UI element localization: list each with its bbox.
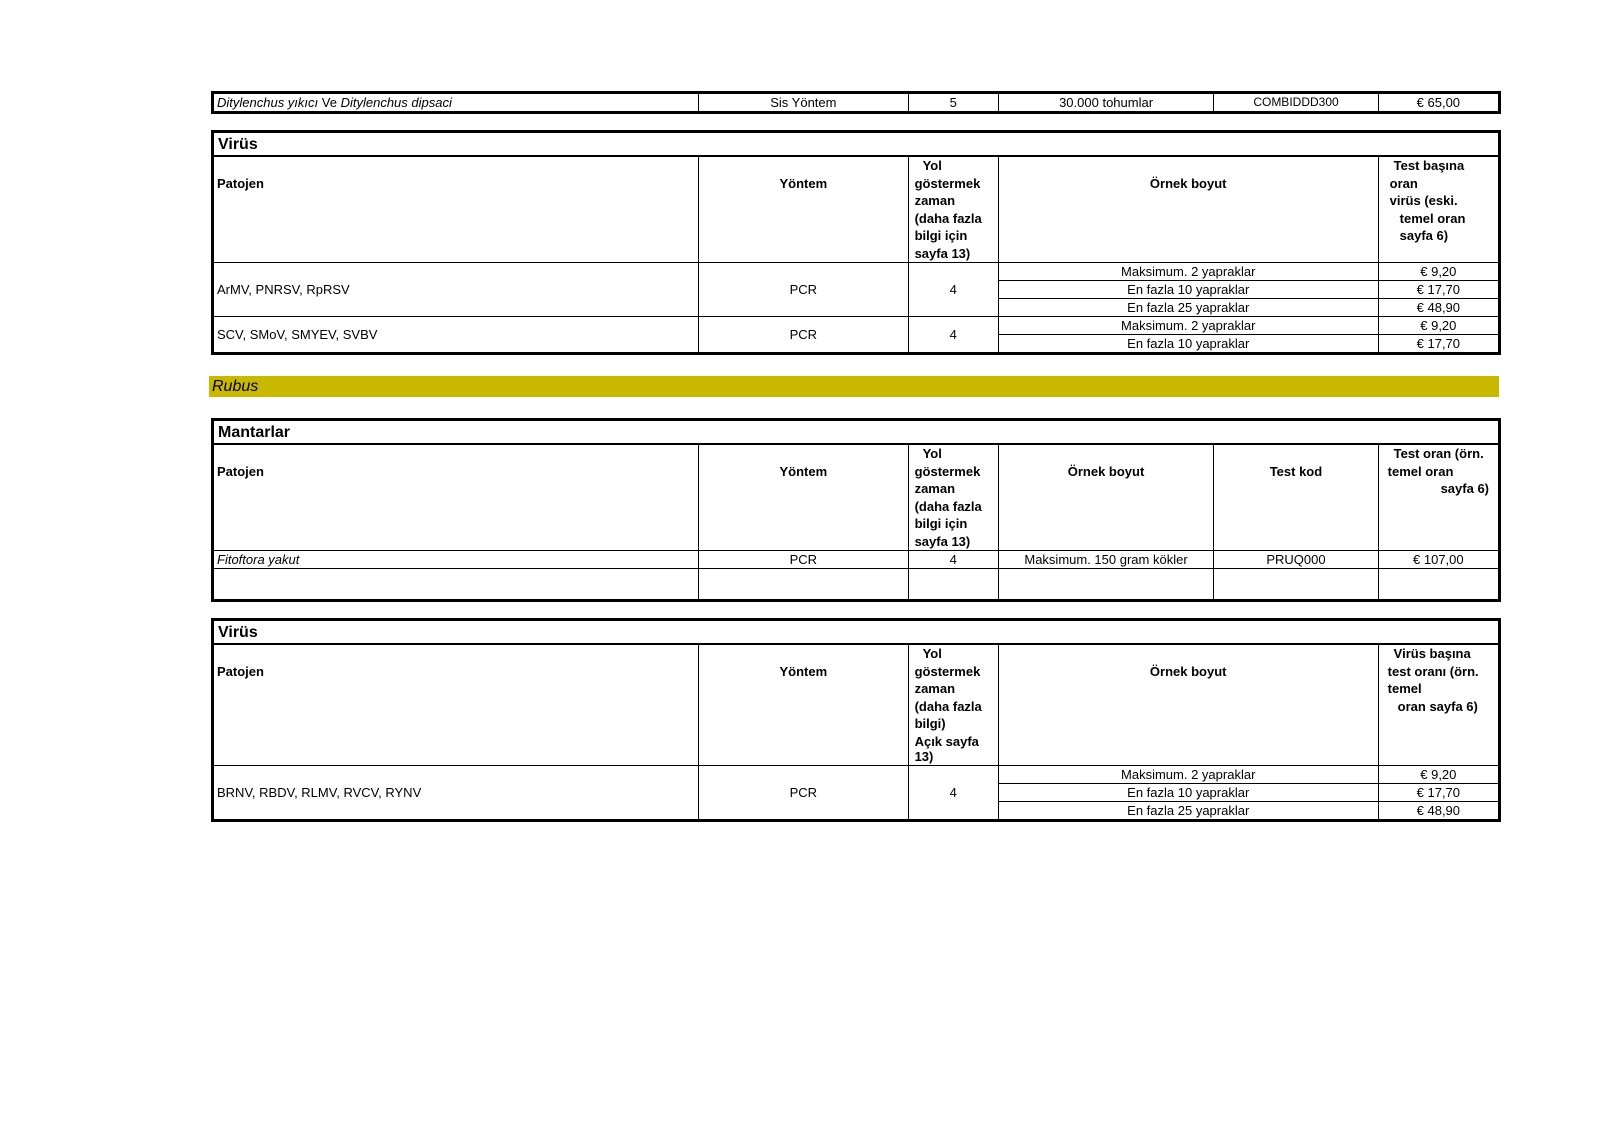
empty-cell: [1378, 569, 1499, 601]
header-line: Yol: [922, 446, 942, 461]
table-row: [213, 569, 1500, 601]
price-cell: € 9,20: [1378, 317, 1499, 335]
header-price: [1378, 644, 1499, 765]
header-line: Virüs başına: [1393, 646, 1471, 661]
header-pathogen: Patojen: [213, 644, 699, 765]
virus-table-2: [211, 618, 1501, 822]
table-row: [213, 551, 1500, 569]
header-line: bilgi için: [914, 516, 968, 531]
sample-cell: Maksimum. 2 yapraklar: [998, 317, 1378, 335]
header-line: sayfa 13): [914, 533, 971, 549]
header-sample: Örnek boyut: [998, 156, 1378, 263]
header-line: zaman: [914, 481, 956, 496]
header-line: (daha fazla: [914, 210, 982, 226]
header-price: [1378, 444, 1499, 551]
header-lead-time: [908, 444, 998, 551]
pathogen-cell: Fitoftora yakut: [213, 551, 699, 569]
header-method: Yöntem: [699, 644, 908, 765]
sample-cell: En fazla 10 yapraklar: [998, 783, 1378, 801]
header-line: oran sayfa 6): [1397, 698, 1478, 714]
header-lead-time: [908, 156, 998, 263]
table-row: [213, 263, 1500, 281]
header-lead-time: [908, 644, 998, 765]
header-pathogen: Patojen: [213, 156, 699, 263]
sample-cell: 30.000 tohumlar: [998, 93, 1214, 113]
header-line: Test başına: [1393, 158, 1465, 173]
sample-cell: En fazla 10 yapraklar: [998, 335, 1378, 354]
section-heading-rubus: Rubus: [209, 376, 1499, 397]
header-method: Yöntem: [699, 444, 908, 551]
sample-cell: En fazla 25 yapraklar: [998, 801, 1378, 820]
price-cell: € 48,90: [1378, 801, 1499, 820]
header-line: Test oran (örn.: [1393, 446, 1484, 461]
header-line: göstermek: [914, 463, 981, 479]
price-cell: € 9,20: [1378, 765, 1499, 783]
header-line: zaman: [914, 681, 956, 696]
header-line: Yol: [922, 646, 942, 661]
section-title: Virüs: [213, 132, 1500, 157]
header-sample: Örnek boyut: [998, 444, 1213, 551]
pathogen-cell: ArMV, PNRSV, RpRSV: [213, 263, 699, 317]
header-row: [213, 644, 1500, 765]
pathogen-name: Ditylenchus dipsaci: [340, 95, 452, 110]
header-line: bilgi için: [914, 228, 968, 243]
header-line: sayfa 6): [1399, 228, 1449, 243]
header-line: temel oran: [1399, 210, 1466, 226]
fungi-table: [211, 418, 1501, 602]
header-sample: Örnek boyut: [998, 644, 1378, 765]
section-title: Mantarlar: [213, 420, 1500, 445]
days-cell: 4: [908, 551, 998, 569]
empty-cell: [699, 569, 908, 601]
header-line: virüs (eski.: [1389, 193, 1458, 208]
code-cell: COMBIDDD300: [1214, 93, 1378, 113]
price-cell: € 17,70: [1378, 335, 1499, 354]
table-row: [213, 765, 1500, 783]
price-cell: € 9,20: [1378, 263, 1499, 281]
empty-cell: [908, 569, 998, 601]
header-line: göstermek: [914, 175, 981, 191]
connector-text: Ve: [318, 95, 341, 110]
header-line: sayfa 13): [914, 245, 971, 261]
header-line: test oranı (örn.: [1387, 663, 1479, 679]
header-line: göstermek: [914, 663, 981, 679]
sample-cell: En fazla 10 yapraklar: [998, 281, 1378, 299]
days-cell: 5: [908, 93, 998, 113]
table-row: [213, 317, 1500, 335]
virus-table-1: [211, 130, 1501, 355]
price-cell: € 48,90: [1378, 299, 1499, 317]
price-cell: € 17,70: [1378, 281, 1499, 299]
sample-cell: Maksimum. 150 gram kökler: [998, 551, 1213, 569]
sample-cell: En fazla 25 yapraklar: [998, 299, 1378, 317]
pathogen-cell: SCV, SMoV, SMYEV, SVBV: [213, 317, 699, 354]
header-price: [1378, 156, 1499, 263]
price-cell: € 17,70: [1378, 783, 1499, 801]
price-cell: € 65,00: [1378, 93, 1499, 113]
header-line: (daha fazla: [914, 498, 982, 514]
pathogen-cell: [213, 93, 699, 113]
header-line: 13): [914, 749, 934, 764]
section-title: Virüs: [213, 620, 1500, 645]
days-cell: 4: [908, 765, 998, 820]
header-method: Yöntem: [699, 156, 908, 263]
empty-cell: [213, 569, 699, 601]
table-row: [213, 93, 1500, 113]
header-row: [213, 156, 1500, 263]
nematode-price-table: [211, 91, 1501, 114]
method-cell: PCR: [699, 263, 908, 317]
header-pathogen: Patojen: [213, 444, 699, 551]
header-line: zaman: [914, 193, 956, 208]
days-cell: 4: [908, 317, 998, 354]
header-line: temel: [1387, 681, 1422, 696]
header-line: oran: [1389, 175, 1418, 191]
code-cell: PRUQ000: [1214, 551, 1378, 569]
method-cell: PCR: [699, 317, 908, 354]
empty-cell: [1214, 569, 1378, 601]
header-line: sayfa 6): [1440, 481, 1489, 496]
pathogen-name: Ditylenchus yıkıcı: [217, 95, 319, 110]
sample-cell: Maksimum. 2 yapraklar: [998, 263, 1378, 281]
header-line: Yol: [922, 158, 942, 173]
method-cell: PCR: [699, 551, 908, 569]
header-row: [213, 444, 1500, 551]
pathogen-cell: BRNV, RBDV, RLMV, RVCV, RYNV: [213, 765, 699, 820]
sample-cell: Maksimum. 2 yapraklar: [998, 765, 1378, 783]
header-code: Test kod: [1214, 444, 1378, 551]
header-line: (daha fazla: [914, 698, 982, 714]
method-cell: Sis Yöntem: [699, 93, 908, 113]
price-cell: € 107,00: [1378, 551, 1499, 569]
days-cell: 4: [908, 263, 998, 317]
method-cell: PCR: [699, 765, 908, 820]
header-line: Açık sayfa: [914, 733, 979, 749]
header-line: temel oran: [1387, 463, 1454, 479]
header-line: bilgi): [914, 716, 946, 731]
empty-cell: [998, 569, 1213, 601]
